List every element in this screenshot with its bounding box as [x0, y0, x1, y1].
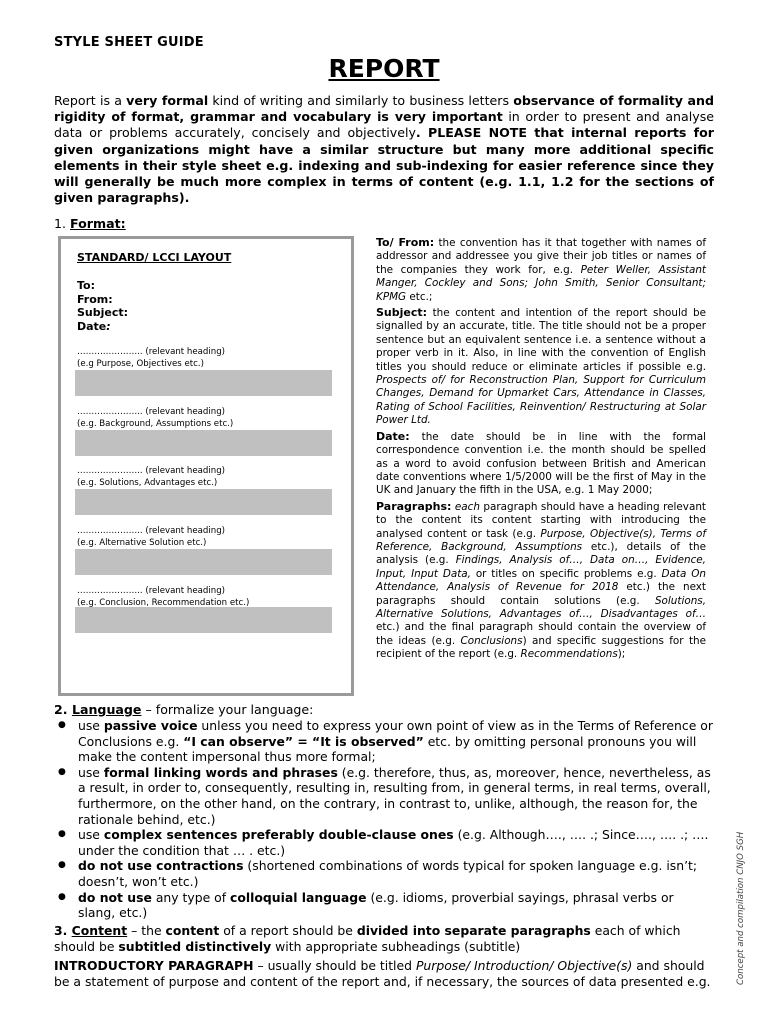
- introductory-paragraph: INTRODUCTORY PARAGRAPH – usually should be titled Purpose/ Introduction/ Objective(s) and should be a statement of purpose and content of the report and, if necessary, the sources of data presented e.g.: [54, 958, 711, 989]
- layout-section: ………………….. (relevant heading) (e.g. Background, Assumptions etc.): [77, 407, 234, 429]
- layout-explanation: [376, 236, 706, 664]
- from-field: From:: [77, 292, 113, 306]
- list-item: ● do not use contractions (shortened combinations of words typical for spoken language e.g. isn’t; doesn’t, won’t etc.): [54, 858, 714, 889]
- to-from-explanation: To/ From: the convention has it that together with names of addressor and addressee you give their job titles or names of the companies they work for, e.g. Peter Weller, Assistant Manger, Cockley and Sons; John Smith, Senior Consultant; KPMG etc.;: [376, 236, 706, 303]
- layout-fields: [77, 279, 128, 333]
- layout-section: ………………….. (relevant heading) (e.g. Conclusion, Recommendation etc.): [77, 586, 250, 608]
- list-item: ● use passive voice unless you need to express your own point of view as in the Terms of Reference or Conclusions e.g. “I can observe” = “It is observed” etc. by omitting personal pronouns you will make the content impersonal thus more formal;: [54, 718, 714, 765]
- layout-title: STANDARD/ LCCI LAYOUT: [77, 251, 232, 264]
- list-item: ● use complex sentences preferably double-clause ones (e.g. Although…., …. .; Since…., …. .; …. under the condition that … . etc.): [54, 827, 714, 858]
- date-field: Date:: [77, 319, 111, 333]
- paragraphs-explanation: Paragraphs: each paragraph should have a heading relevant to the content its content starting with introducing the analysed content or task (e.g. Purpose, Objective(s), Terms of Reference, Background, Assumptions etc.), details of the analysis (e.g. Findings, Analysis of…, Data on…, Evidence, Input, Input Data, or titles on specific problems e.g. Data On Attendance, Analysis of Revenue for 2018 etc.) the next paragraphs should contain solutions (e.g. Solutions, Alternative Solutions, Advantages of…, Disadvantages of… etc.) and the final paragraph should contain the overview of the ideas (e.g. Conclusions) and specific suggestions for the recipient of the report (e.g. Recommendations);: [376, 499, 707, 661]
- sheet-title: STYLE SHEET GUIDE: [54, 35, 204, 50]
- side-note: Concept and compilation CNJO SGH: [736, 831, 746, 985]
- to-field: To:: [77, 279, 95, 292]
- placeholder-bar: [75, 489, 332, 515]
- language-heading: 2. Language – formalize your language:: [54, 702, 314, 717]
- subject-field: Subject:: [77, 306, 129, 319]
- layout-section: ………………….. (relevant heading) (e.g. Alternative Solution etc.): [77, 526, 226, 548]
- layout-box: [58, 236, 354, 696]
- page-title: REPORT: [328, 54, 440, 83]
- intro-paragraph: Report is a very formal kind of writing and similarly to business letters observance of formality and rigidity of format, grammar and vocabulary is very important in order to present and analyse data or problems accurately, concisely and objectively. PLEASE NOTE that internal reports for given organizations might have a similar structure but many more additional specific elements in their style sheet e.g. indexing and sub-indexing for easier reference since they will generally be much more complex in terms of content (e.g. 1.1, 1.2 for the sections of given paragraphs).: [54, 93, 715, 206]
- placeholder-bar: [75, 549, 332, 575]
- content-heading: 3. Content – the content of a report should be divided into separate paragraphs each of which should be subtitled distinctively with appropriate subheadings (subtitle): [54, 923, 681, 954]
- list-item: ● do not use any type of colloquial language (e.g. idioms, proverbial sayings, phrasal verbs or slang, etc.): [54, 890, 714, 921]
- date-explanation: Date: the date should be in line with the formal correspondence convention i.e. the month should be spelled as a word to avoid confusion between British and American date conventions where 1/5/2000 will be the first of May in the UK and January the fifth in the USA, e.g. 1 May 2000;: [376, 429, 706, 497]
- layout-section: ………………….. (relevant heading) (e.g. Solutions, Advantages etc.): [77, 466, 226, 488]
- layout-section: ………………….. (relevant heading) (e.g Purpose, Objectives etc.): [77, 347, 226, 369]
- list-item: ● use formal linking words and phrases (e.g. therefore, thus, as, moreover, hence, nevertheless, as a result, in order to, consequently, resulting in, resulting from, in general terms, in real terms, overall, furthermore, on the other hand, on the contrary, in contrast to, unlike, although, the reason for, the rationale behind, etc.): [54, 765, 714, 827]
- format-heading: 1. Format:: [54, 216, 126, 231]
- placeholder-bar: [75, 607, 332, 633]
- language-list: [54, 718, 714, 921]
- subject-explanation: Subject: the content and intention of the report should be signalled by an accurate, title. The title should not be a proper sentence but an equivalent sentence i.e. a sentence without a proper verb in it. Also, in line with the convention of English titles you should reduce or eliminate articles if possible e.g. Prospects of/ for Reconstruction Plan, Support for Curriculum Changes, Demand for Upmarket Cars, Attendance in Classes, Rating of School Facilities, Reinvention/ Restructuring at Solar Power Ltd.: [376, 306, 706, 427]
- placeholder-bar: [75, 370, 332, 396]
- placeholder-bar: [75, 430, 332, 456]
